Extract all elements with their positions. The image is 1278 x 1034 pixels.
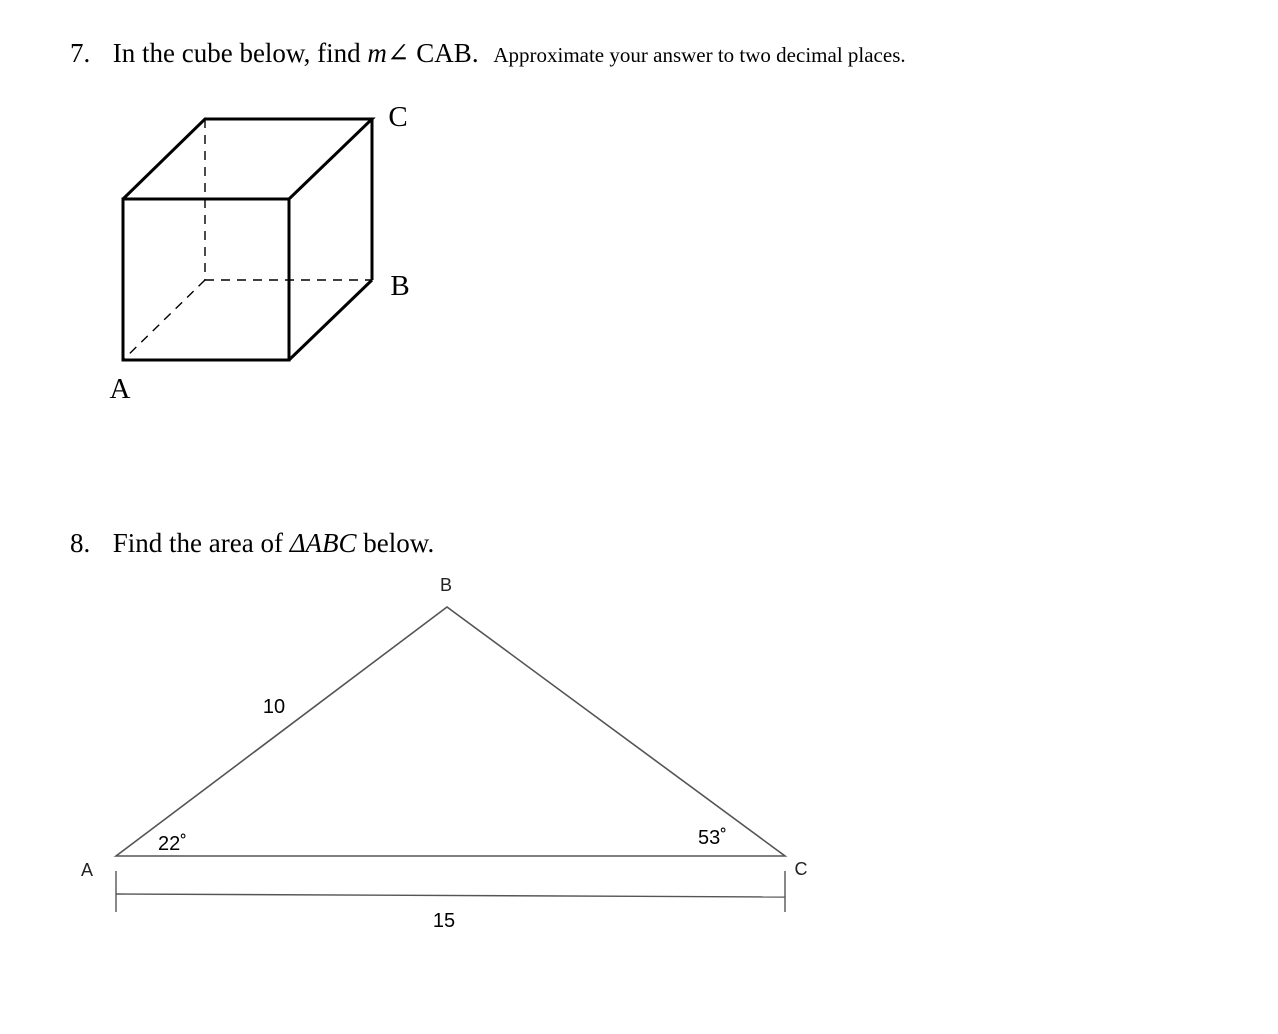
question-7-angle: CAB. <box>416 38 479 68</box>
triangle-abc <box>116 607 785 856</box>
triangle-vertex-b-label: B <box>439 575 453 595</box>
question-8-number: 8. <box>70 528 91 558</box>
cube-vertex-c-label: C <box>388 101 408 133</box>
angle-a-label: 22˚ <box>158 833 187 855</box>
cube-vertex-b-label: B <box>390 270 410 302</box>
triangle-vertex-c-label: C <box>794 859 808 879</box>
triangle-vertex-a-label: A <box>80 860 94 880</box>
side-ab-length-label: 10 <box>262 696 286 718</box>
question-8-text-after: below. <box>363 528 435 558</box>
question-7-number: 7. <box>70 38 91 68</box>
question-7-text: In the cube below, find <box>112 38 361 68</box>
question-7-note: Approximate your answer to two decimal places. <box>493 43 906 67</box>
question-8-triangle: ΔABC <box>289 528 357 558</box>
base-dimension-line <box>116 871 785 912</box>
question-8-text: Find the area of <box>112 528 283 558</box>
cube-vertex-a-label: A <box>109 373 131 405</box>
side-ac-length-label: 15 <box>432 910 456 932</box>
angle-c-label: 53˚ <box>698 827 727 849</box>
question-7-math: m∠ <box>367 38 410 68</box>
